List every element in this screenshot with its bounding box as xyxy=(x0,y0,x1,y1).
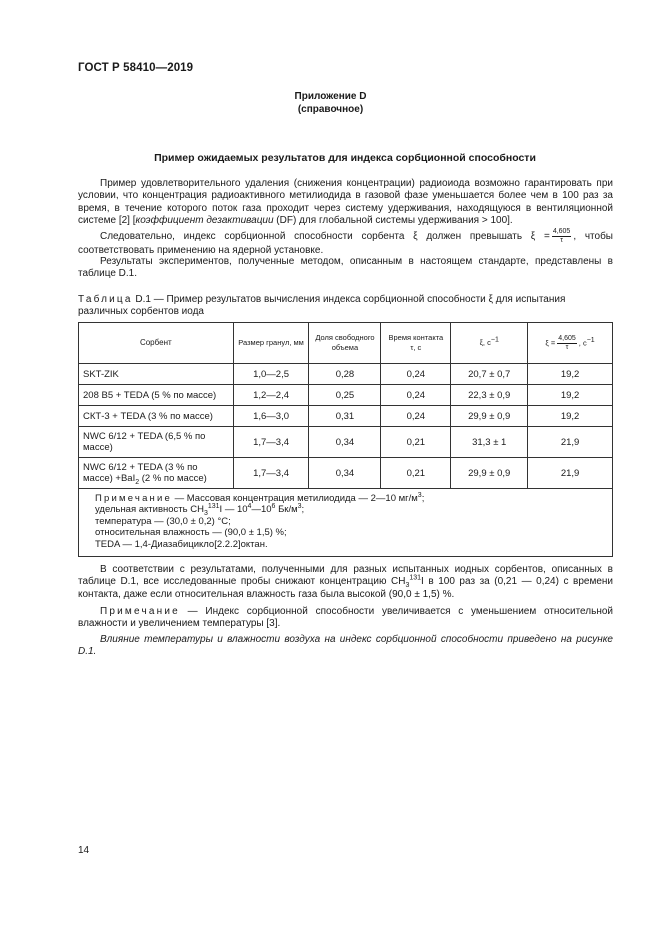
cell-volume: 0,31 xyxy=(309,406,381,427)
paragraph-1: Пример удовлетворительного удаления (снижения концентрации) радиоиода возможно гарантировать при условии, что концентрация радиоактивного метилиодида в газовой фазе уменьшается более чем в 100 раз за время, в течение которого поток газа проходит через систему удерживания, находящуюся в вентиляционной системе [2] [коэффициент дезактивации (DF) для глобальной системы удерживания > 100]. xyxy=(78,178,613,227)
cell-granule: 1,7—3,4 xyxy=(233,458,309,489)
cell-xi: 31,3 ± 1 xyxy=(451,427,528,458)
cell-time: 0,24 xyxy=(381,385,451,406)
cell-volume: 0,34 xyxy=(309,458,381,489)
cell-sorbent: СКТ-3 + TEDA (3 % по массе) xyxy=(79,406,234,427)
cell-xi: 22,3 ± 0,9 xyxy=(451,385,528,406)
cell-time: 0,21 xyxy=(381,427,451,458)
header-free-volume: Доля свободного объема xyxy=(309,323,381,364)
table-header-row xyxy=(79,323,613,364)
paragraph-2: Следовательно, индекс сорбционной способности сорбента ξ должен превышать ξ = $\frac{4,605}{\tau}$ , чтобы соответствовать применению на ядерной установке. xyxy=(78,228,613,256)
standard-header: ГОСТ Р 58410—2019 xyxy=(78,62,194,74)
cell-granule: 1,0—2,5 xyxy=(233,364,309,385)
paragraph-5-note: Примечание — Индекс сорбционной способности увеличивается с уменьшением относительной влажности и увеличением температуры [3]. xyxy=(78,606,613,630)
cell-xi: 29,9 ± 0,9 xyxy=(451,406,528,427)
cell-time: 0,24 xyxy=(381,406,451,427)
header-xi: ξ, $с^{-1}$ xyxy=(451,323,528,364)
cell-time: 0,21 xyxy=(381,458,451,489)
cell-granule: 1,6—3,0 xyxy=(233,406,309,427)
xi-formula: ξ = $\frac{4,605}{\tau}$ xyxy=(530,228,571,244)
cell-granule: 1,2—2,4 xyxy=(233,385,309,406)
cell-sorbent: NWC 6/12 + TEDA (6,5 % по массе) xyxy=(79,427,234,458)
table-row xyxy=(79,427,613,458)
italic-term: коэффициент дезактивации xyxy=(135,215,274,227)
table-caption: Таблица D.1 — Пример результатов вычисления индекса сорбционной способности ξ для испытания различных сорбентов иода xyxy=(78,294,566,318)
cell-sorbent: NWC 6/12 + TEDA (3 % по массе) +BaI$_2$ (2 % по массе) xyxy=(79,458,234,489)
header-sorbent: Сорбент xyxy=(79,323,234,364)
cell-sorbent: SKT-ZIK xyxy=(79,364,234,385)
table-row xyxy=(79,458,613,489)
cell-volume: 0,34 xyxy=(309,427,381,458)
header-xi-formula: ξ = $\frac{4,605}{\tau}$ , $с^{-1}$ xyxy=(528,323,613,364)
table-note: Примечание — Массовая концентрация метилиодида — 2—10 $мг/м^3$; удельная активность $CH_3^{131}I$ — $10^4—10^6$ $Бк/м^3$; температура — (30,0 ± 0,2) °С; относительная влажность — (90,0 ± 1,5) %; TEDA — 1,4-Диазабицикло[2.2.2]октан. xyxy=(79,489,613,557)
table-row xyxy=(79,364,613,385)
cell-xi2: 19,2 xyxy=(528,364,613,385)
annex-title: Приложение D xyxy=(294,91,367,102)
cell-sorbent: 208 B5 + TEDA (5 % по массе) xyxy=(79,385,234,406)
table-row xyxy=(79,406,613,427)
table-row xyxy=(79,385,613,406)
cell-volume: 0,25 xyxy=(309,385,381,406)
paragraph-3: Результаты экспериментов, полученные методом, описанным в настоящем стандарте, представлены в таблице D.1. xyxy=(78,256,613,280)
cell-time: 0,24 xyxy=(381,364,451,385)
cell-xi2: 21,9 xyxy=(528,458,613,489)
paragraph-6: Влияние температуры и влажности воздуха на индекс сорбционной способности приведено на рисунке D.1. xyxy=(78,634,613,658)
page-number: 14 xyxy=(78,845,90,856)
header-contact-time: Время контакта τ, с xyxy=(381,323,451,364)
cell-xi: 20,7 ± 0,7 xyxy=(451,364,528,385)
section-heading: Пример ожидаемых результатов для индекса сорбционной способности xyxy=(154,152,536,164)
paragraph-4: В соответствии с результатами, полученными для разных испытанных иодных сорбентов, описанных в таблице D.1, все исследованные пробы снижают концентрацию $CH_3^{131}I$ в 100 раз за (0,21 — 0,24) с времени контакта, даже если относительная влажность газа была высокой (90,0 ± 1,5) %. xyxy=(78,564,614,600)
cell-xi2: 19,2 xyxy=(528,406,613,427)
table-note-row xyxy=(79,489,613,557)
annex-subtitle: (справочное) xyxy=(297,104,364,115)
header-granule: Размер гранул, мм xyxy=(233,323,309,364)
cell-xi: 29,9 ± 0,9 xyxy=(451,458,528,489)
results-table xyxy=(78,322,613,557)
cell-xi2: 21,9 xyxy=(528,427,613,458)
cell-xi2: 19,2 xyxy=(528,385,613,406)
cell-granule: 1,7—3,4 xyxy=(233,427,309,458)
cell-volume: 0,28 xyxy=(309,364,381,385)
